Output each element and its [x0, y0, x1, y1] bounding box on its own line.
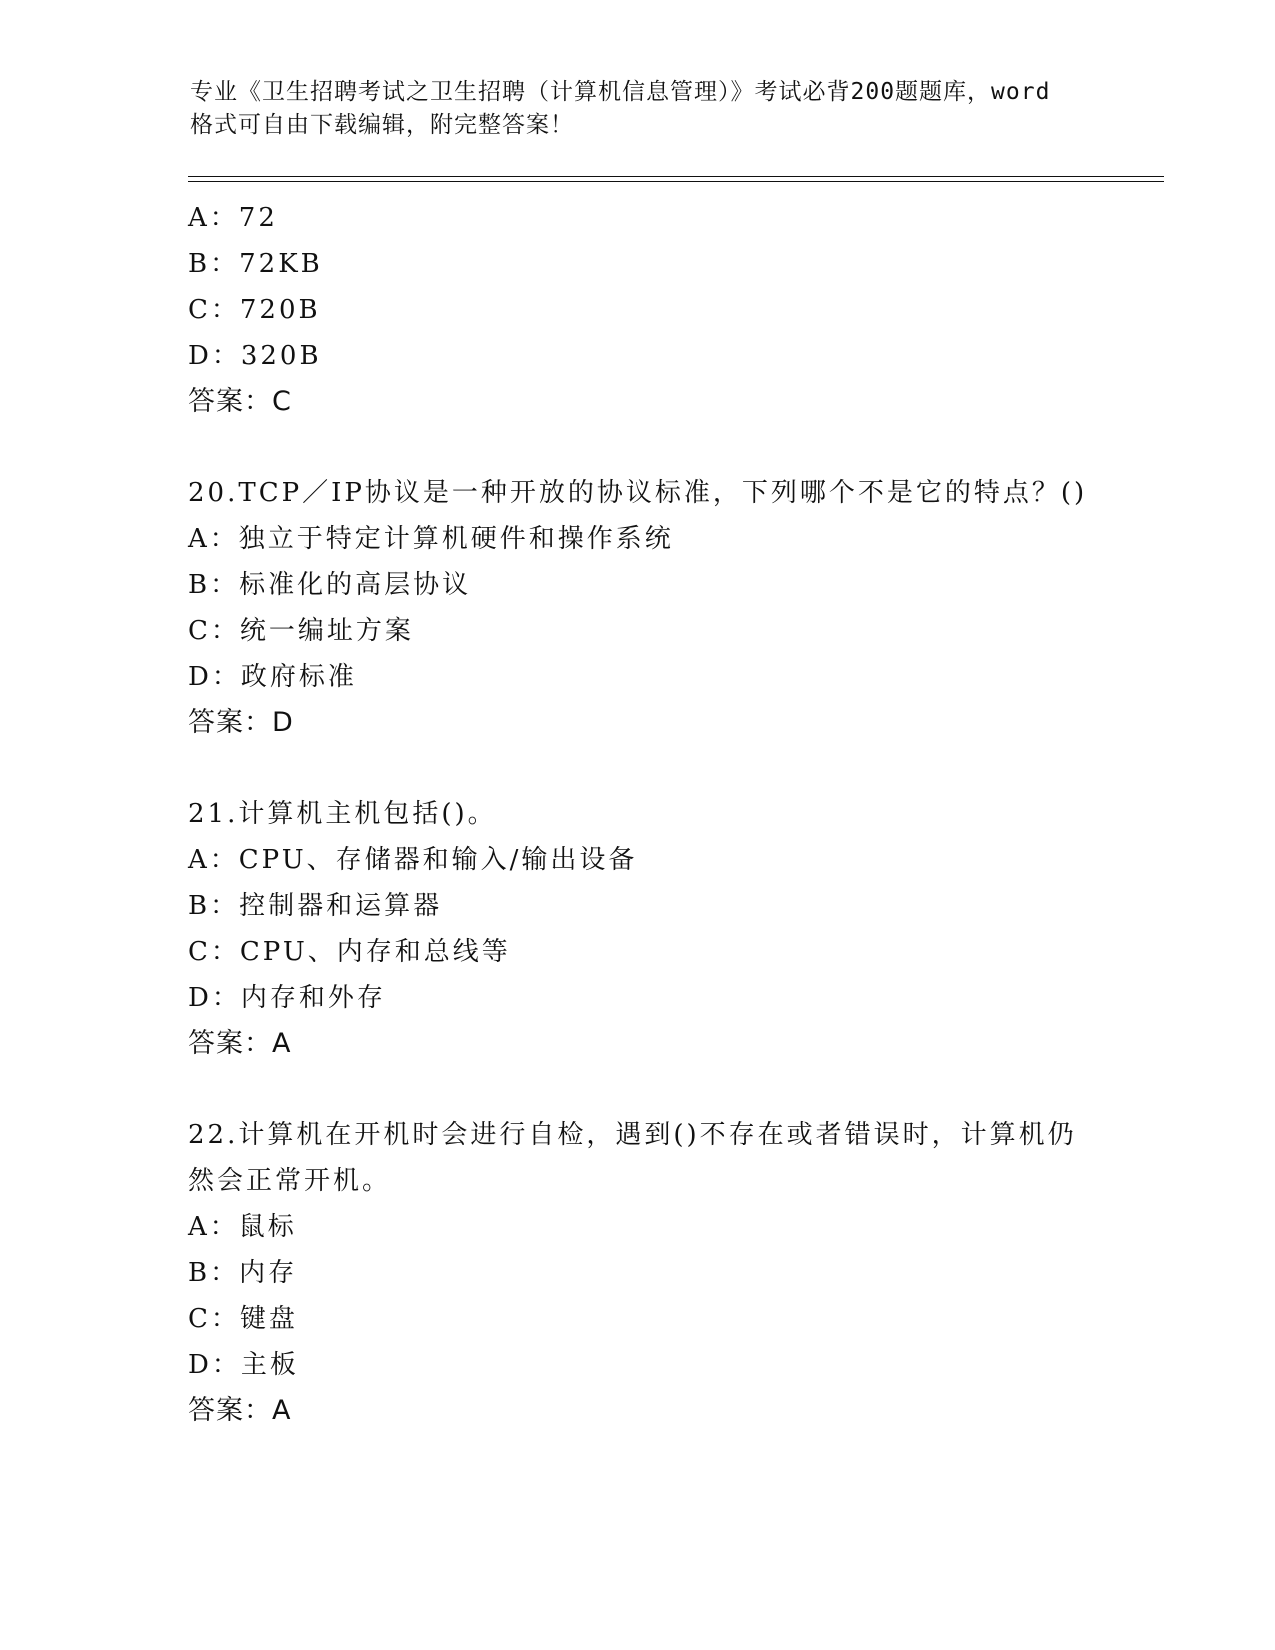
question-block	[188, 470, 1108, 746]
answer-text: 答案：A	[188, 1028, 292, 1059]
option-b: B：内存	[188, 1258, 298, 1288]
block-spacer	[188, 746, 1108, 791]
document-header	[190, 76, 1090, 142]
question-block	[188, 1112, 1108, 1434]
answer-text: 答案：D	[188, 707, 294, 738]
option-b: B：控制器和运算器	[188, 891, 443, 921]
question-list	[188, 195, 1108, 1434]
option-a: A：72	[188, 203, 278, 233]
answer-text: 答案：C	[188, 386, 292, 417]
block-spacer	[188, 425, 1108, 470]
header-rule-top	[188, 176, 1164, 177]
answer-text: 答案：A	[188, 1395, 292, 1426]
option-a: A：CPU、存储器和输入/输出设备	[188, 845, 638, 875]
option-d: D：政府标准	[188, 662, 357, 692]
question-text-line-2: 然会正常开机。	[188, 1166, 392, 1196]
option-b: B：72KB	[188, 249, 323, 279]
option-c: C：统一编址方案	[188, 616, 414, 646]
question-block	[188, 791, 1108, 1067]
question-block	[188, 195, 1108, 425]
question-text-line-1: 22.计算机在开机时会进行自检，遇到()不存在或者错误时，计算机仍	[188, 1120, 1077, 1150]
option-a: A：鼠标	[188, 1212, 297, 1242]
question-text: 21.计算机主机包括()。	[188, 799, 497, 829]
block-spacer	[188, 1067, 1108, 1112]
header-rule-bottom	[188, 181, 1164, 182]
option-c: C：CPU、内存和总线等	[188, 937, 511, 967]
option-d: D：主板	[188, 1350, 299, 1380]
header-line-2: 格式可自由下载编辑，附完整答案！	[190, 112, 574, 138]
header-line-1: 专业《卫生招聘考试之卫生招聘（计算机信息管理）》考试必背200题题库，word	[190, 79, 1051, 105]
option-c: C：720B	[188, 295, 321, 325]
question-text: 20.TCP／IP协议是一种开放的协议标准，下列哪个不是它的特点？()	[188, 478, 1088, 508]
option-c: C：键盘	[188, 1304, 298, 1334]
option-b: B：标准化的高层协议	[188, 570, 472, 600]
option-d: D：320B	[188, 341, 322, 371]
option-a: A：独立于特定计算机硬件和操作系统	[188, 524, 674, 554]
option-d: D：内存和外存	[188, 983, 386, 1013]
